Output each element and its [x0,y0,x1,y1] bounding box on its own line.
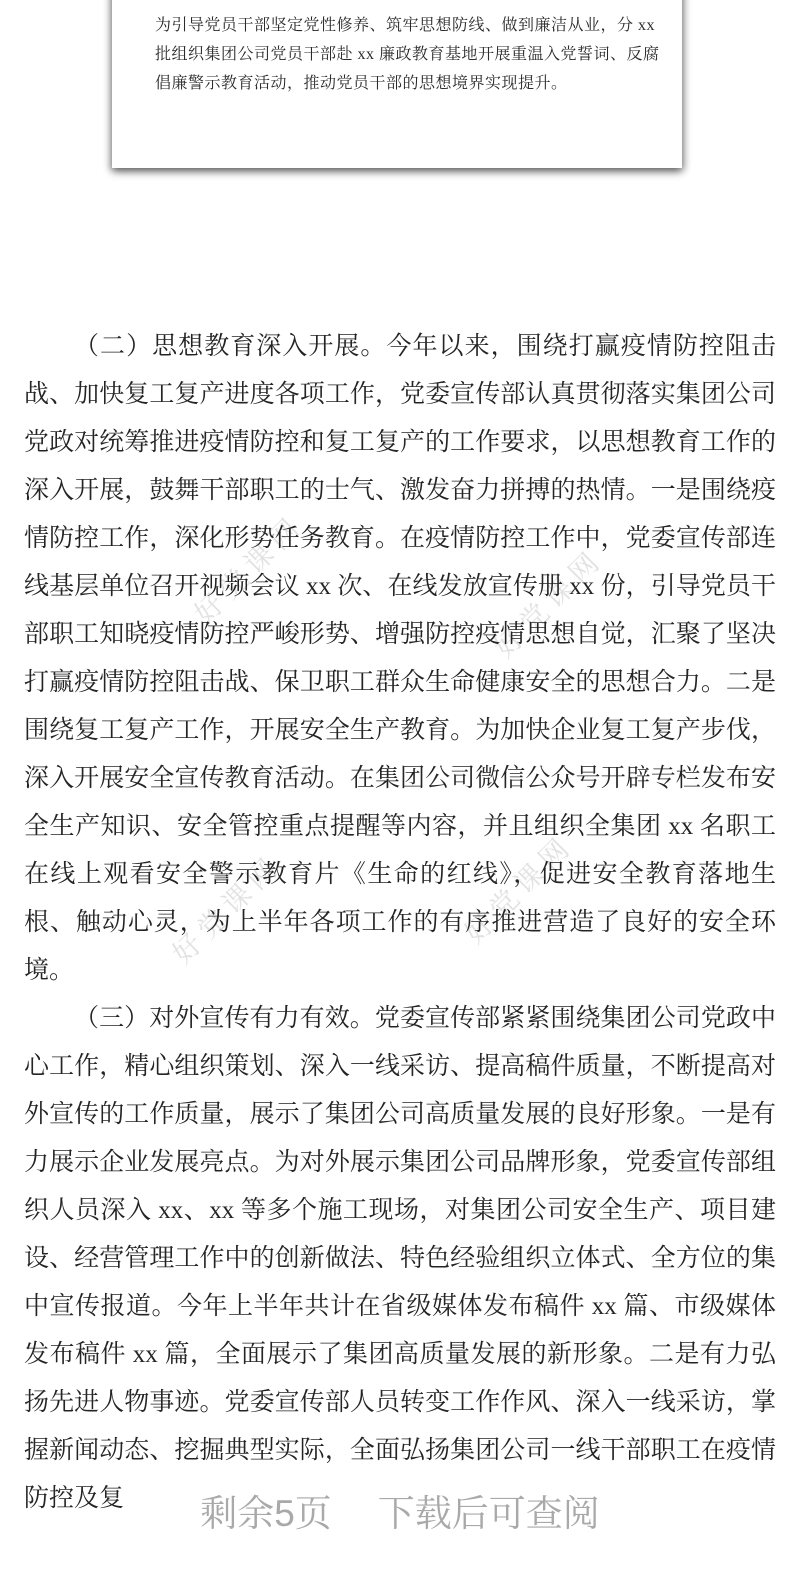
card-text-line: 批组织集团公司党员干部赴 xx 廉政教育基地开展重温入党誓词、反腐 [155,46,660,63]
card-text-line: 倡廉警示教育活动，推动党员干部的思想境界实现提升。 [155,75,568,92]
card-text-line: 为引导党员干部坚定党性修养、筑牢思想防线、做到廉洁从业，分 xx [155,17,656,34]
site-watermark: 好党课网 [488,542,610,664]
download-to-view-hint: 下载后可查阅 [377,1493,600,1534]
document-page-card [112,0,682,168]
paragraph-external-publicity: （三）对外宣传有力有效。党委宣传部紧紧围绕集团公司党政中心工作，精心组织策划、深入一线采访、提高稿件质量，不断提高对外宣传的工作质量，展示了集团公司高质量发展的良好形象。一是有力展示企业发展亮点。为对外展示集团公司品牌形象，党委宣传部组织人员深入 xx、xx 等多个施工现场，对集团公司安全生产、项目建设、经营管理工作中的创新做法、特色经验组织立体式、全方位的集中宣传报道。今年上半年共计在省级媒体发布稿件 xx 篇、市级媒体发布稿件 xx 篇，全面展示了集团高质量发展的新形象。二是有力弘扬先进人物事迹。党委宣传部人员转变工作作风、深入一线采访，掌握新闻动态、挖掘典型实际，全面弘扬集团公司一线干部职工在疫情防控及复 [24,1005,776,1512]
remaining-pages-label: 剩余5页 [200,1493,332,1534]
document-page-text [155,11,660,98]
site-watermark: 好党课网 [166,848,288,970]
document-body [24,323,776,1523]
paragraph-thought-education: （二）思想教育深入开展。今年以来，围绕打赢疫情防控阻击战、加快复工复产进度各项工作，党委宣传部认真贯彻落实集团公司党政对统筹推进疫情防控和复工复产的工作要求，以思想教育工作的深入开展，鼓舞干部职工的士气、激发奋力拼搏的热情。一是围绕疫情防控工作，深化形势任务教育。在疫情防控工作中，党委宣传部连线基层单位召开视频会议 xx 次、在线发放宣传册 xx 份，引导党员干部职工知晓疫情防控严峻形势、增强防控疫情思想自觉，汇聚了坚决打赢疫情防控阻击战、保卫职工群众生命健康安全的思想合力。二是围绕复工复产工作，开展安全生产教育。为加快企业复工复产步伐，深入开展安全宣传教育活动。在集团公司微信公众号开辟专栏发布安全生产知识、安全管控重点提醒等内容，并且组织全集团 xx 名职工在线上观看安全警示教育片《生命的红线》，促进安全教育落地生根、触动心灵，为上半年各项工作的有序推进营造了良好的安全环境。 [24,333,776,984]
site-watermark: 好党课网 [188,508,310,630]
site-watermark: 好党课网 [458,828,580,950]
footer-hint [0,1483,800,1537]
